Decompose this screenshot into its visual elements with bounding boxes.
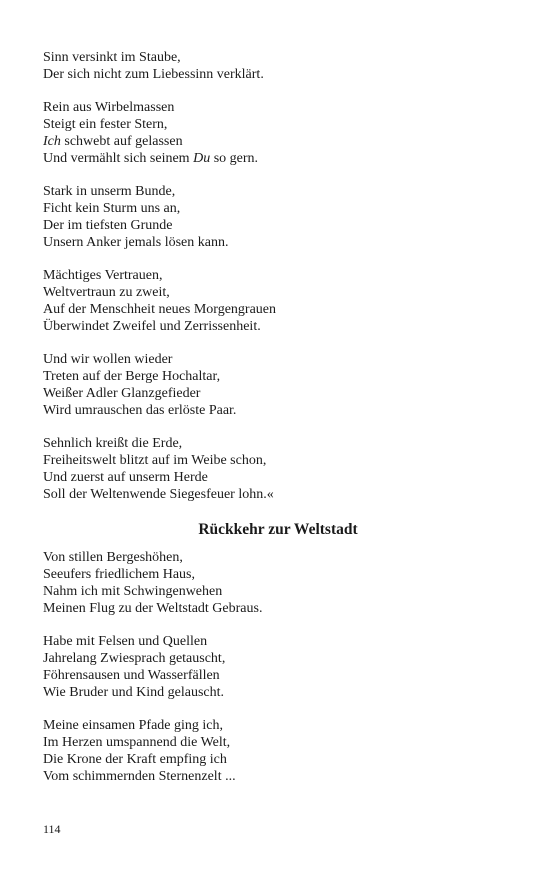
verse-line: Auf der Menschheit neues Morgengrauen bbox=[43, 301, 277, 317]
verse-line: Unsern Anker jemals lösen kann. bbox=[43, 234, 229, 250]
verse-line: Von stillen Bergeshöhen, bbox=[43, 550, 183, 566]
verse-line: Freiheitswelt blitzt auf im Weibe schon, bbox=[43, 453, 267, 469]
verse-line-pre: Und vermählt sich seinem bbox=[43, 150, 194, 166]
verse-line: Wie Bruder und Kind gelauscht. bbox=[43, 684, 225, 700]
verse-line: Jahrelang Zwiesprach getauscht, bbox=[43, 651, 226, 667]
verse-line: Mächtiges Vertrauen, bbox=[43, 268, 163, 284]
verse-line: Weltvertraun zu zweit, bbox=[43, 285, 170, 301]
poem1-stanza-2 bbox=[43, 100, 513, 167]
verse-line: Und zuerst auf unserm Herde bbox=[43, 469, 208, 485]
verse-line: Die Krone der Kraft empfing ich bbox=[43, 751, 227, 767]
verse-line: Der im tiefsten Grunde bbox=[43, 217, 173, 233]
verse-line: Seeufers friedlichem Haus, bbox=[43, 567, 195, 583]
poem1-stanza-6 bbox=[43, 436, 513, 503]
verse-line-rest: schwebt auf gelassen bbox=[60, 133, 183, 149]
poem1-stanza-3 bbox=[43, 184, 513, 251]
poem1-stanza-1 bbox=[43, 50, 513, 84]
poem2-stanza-2 bbox=[43, 634, 513, 701]
verse-line-post: so gern. bbox=[210, 150, 259, 166]
verse-line: Sehnlich kreißt die Erde, bbox=[43, 436, 183, 452]
verse-line: Überwindet Zweifel und Zerrissenheit. bbox=[43, 318, 261, 334]
book-page bbox=[43, 50, 513, 802]
verse-line: Im Herzen umspannend die Welt, bbox=[43, 735, 231, 751]
poem1-stanza-5 bbox=[43, 352, 513, 419]
verse-line: Und wir wollen wieder bbox=[43, 352, 173, 368]
poem1-stanza-4 bbox=[43, 268, 513, 335]
verse-line: Treten auf der Berge Hochaltar, bbox=[43, 369, 221, 385]
poem2-stanza-3 bbox=[43, 718, 513, 785]
italic-ich: Ich bbox=[43, 133, 61, 149]
verse-line-du bbox=[43, 151, 513, 168]
verse-line: Sinn versinkt im Staube, bbox=[43, 50, 181, 65]
verse-line: Stark in unserm Bunde, bbox=[43, 184, 176, 200]
poem-title: Rückkehr zur Weltstadt bbox=[198, 521, 358, 539]
verse-line: Soll der Weltenwende Siegesfeuer lohn.« bbox=[43, 486, 274, 502]
poem2-stanza-1 bbox=[43, 550, 513, 617]
verse-line: Weißer Adler Glanzgefieder bbox=[43, 385, 201, 401]
verse-line: Föhrensausen und Wasserfällen bbox=[43, 667, 220, 683]
verse-line: Meine einsamen Pfade ging ich, bbox=[43, 718, 224, 734]
verse-line: Der sich nicht zum Liebessinn verklärt. bbox=[43, 66, 264, 82]
verse-line: Rein aus Wirbelmassen bbox=[43, 100, 175, 116]
verse-line: Nahm ich mit Schwingenwehen bbox=[43, 583, 223, 599]
verse-line: Steigt ein fester Stern, bbox=[43, 117, 168, 133]
verse-line: Meinen Flug zu der Weltstadt Gebraus. bbox=[43, 600, 263, 616]
verse-line: Ficht kein Sturm uns an, bbox=[43, 201, 181, 217]
page-number: 114 bbox=[43, 822, 61, 836]
verse-line: Vom schimmernden Sternenzelt ... bbox=[43, 768, 236, 784]
italic-du: Du bbox=[193, 150, 211, 166]
verse-line: Habe mit Felsen und Quellen bbox=[43, 634, 208, 650]
verse-line-ich bbox=[43, 134, 513, 151]
verse-line: Wird umrauschen das erlöste Paar. bbox=[43, 402, 237, 418]
